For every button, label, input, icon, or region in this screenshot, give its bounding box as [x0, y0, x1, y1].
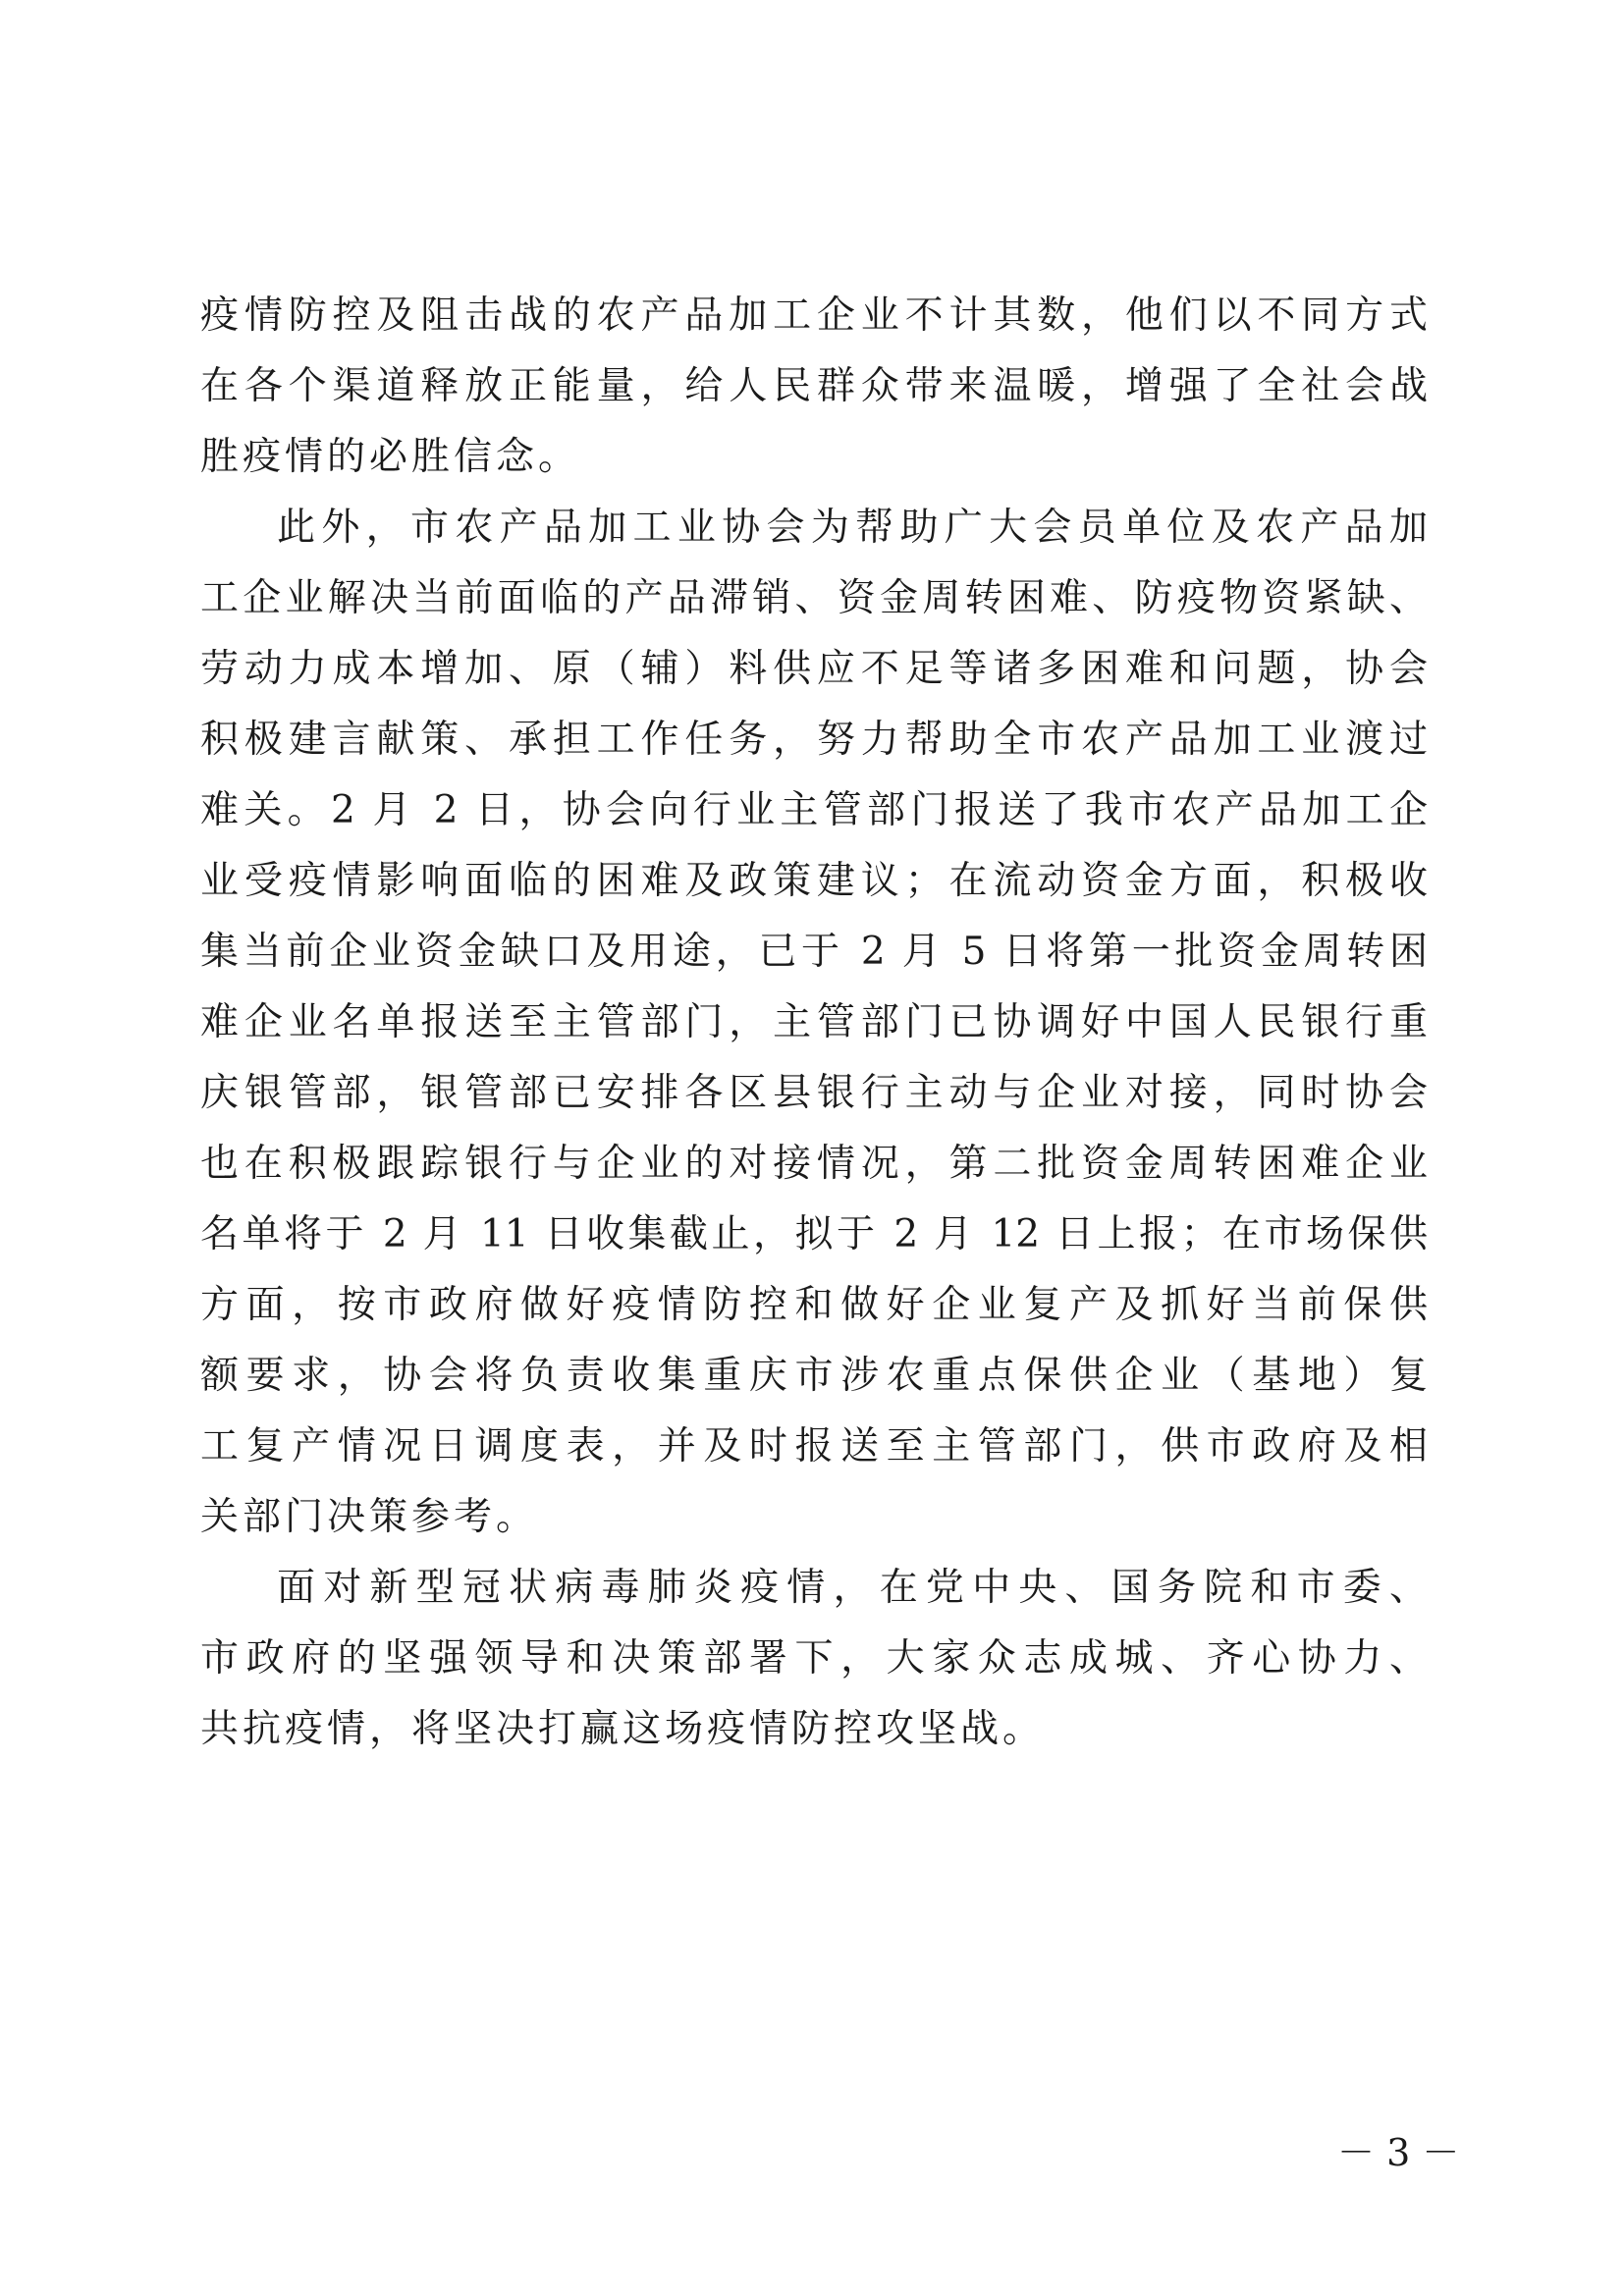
paragraph-line: 疫情防控及阻击战的农产品加工企业不计其数，他们以不同方式: [200, 294, 1428, 338]
paragraph-line: 额要求，协会将负责收集重庆市涉农重点保供企业（基地）复: [200, 1354, 1428, 1398]
paragraph-line: 在各个渠道释放正能量，给人民群众带来温暖，增强了全社会战: [200, 364, 1428, 408]
paragraph-line: 难关。2 月 2 日，协会向行业主管部门报送了我市农产品加工企: [200, 788, 1428, 832]
document-body: [200, 281, 1428, 1765]
paragraph-2: [200, 493, 1428, 1553]
page-number: － 3 －: [1337, 2131, 1460, 2174]
paragraph-line: 集当前企业资金缺口及用途，已于 2 月 5 日将第一批资金周转困: [200, 930, 1428, 974]
paragraph-1: [200, 281, 1428, 493]
paragraph-line: 庆银管部，银管部已安排各区县银行主动与企业对接，同时协会: [200, 1071, 1428, 1115]
paragraph-line: 名单将于 2 月 11 日收集截止，拟于 2 月 12 日上报；在市场保供: [200, 1212, 1428, 1256]
paragraph-3: [200, 1553, 1428, 1765]
paragraph-line: 方面，按市政府做好疫情防控和做好企业复产及抓好当前保供: [200, 1283, 1428, 1327]
paragraph-line: 共抗疫情，将坚决打赢这场疫情防控攻坚战。: [200, 1707, 1046, 1751]
paragraph-line: 业受疫情影响面临的困难及政策建议；在流动资金方面，积极收: [200, 859, 1428, 903]
paragraph-line: 也在积极跟踪银行与企业的对接情况，第二批资金周转困难企业: [200, 1142, 1428, 1186]
paragraph-line: 工企业解决当前面临的产品滞销、资金周转困难、防疫物资紧缺、: [200, 576, 1428, 620]
paragraph-line: 此外，市农产品加工业协会为帮助广大会员单位及农产品加: [277, 506, 1428, 550]
paragraph-line: 关部门决策参考。: [200, 1495, 539, 1539]
paragraph-line: 工复产情况日调度表，并及时报送至主管部门，供市政府及相: [200, 1424, 1428, 1468]
paragraph-line: 劳动力成本增加、原（辅）料供应不足等诸多困难和问题，协会: [200, 647, 1428, 691]
paragraph-line: 难企业名单报送至主管部门，主管部门已协调好中国人民银行重: [200, 1000, 1428, 1044]
paragraph-line: 面对新型冠状病毒肺炎疫情，在党中央、国务院和市委、: [277, 1566, 1428, 1610]
paragraph-line: 积极建言献策、承担工作任务，努力帮助全市农产品加工业渡过: [200, 718, 1428, 762]
paragraph-line: 胜疫情的必胜信念。: [200, 435, 581, 479]
paragraph-line: 市政府的坚强领导和决策部署下，大家众志成城、齐心协力、: [200, 1636, 1428, 1681]
